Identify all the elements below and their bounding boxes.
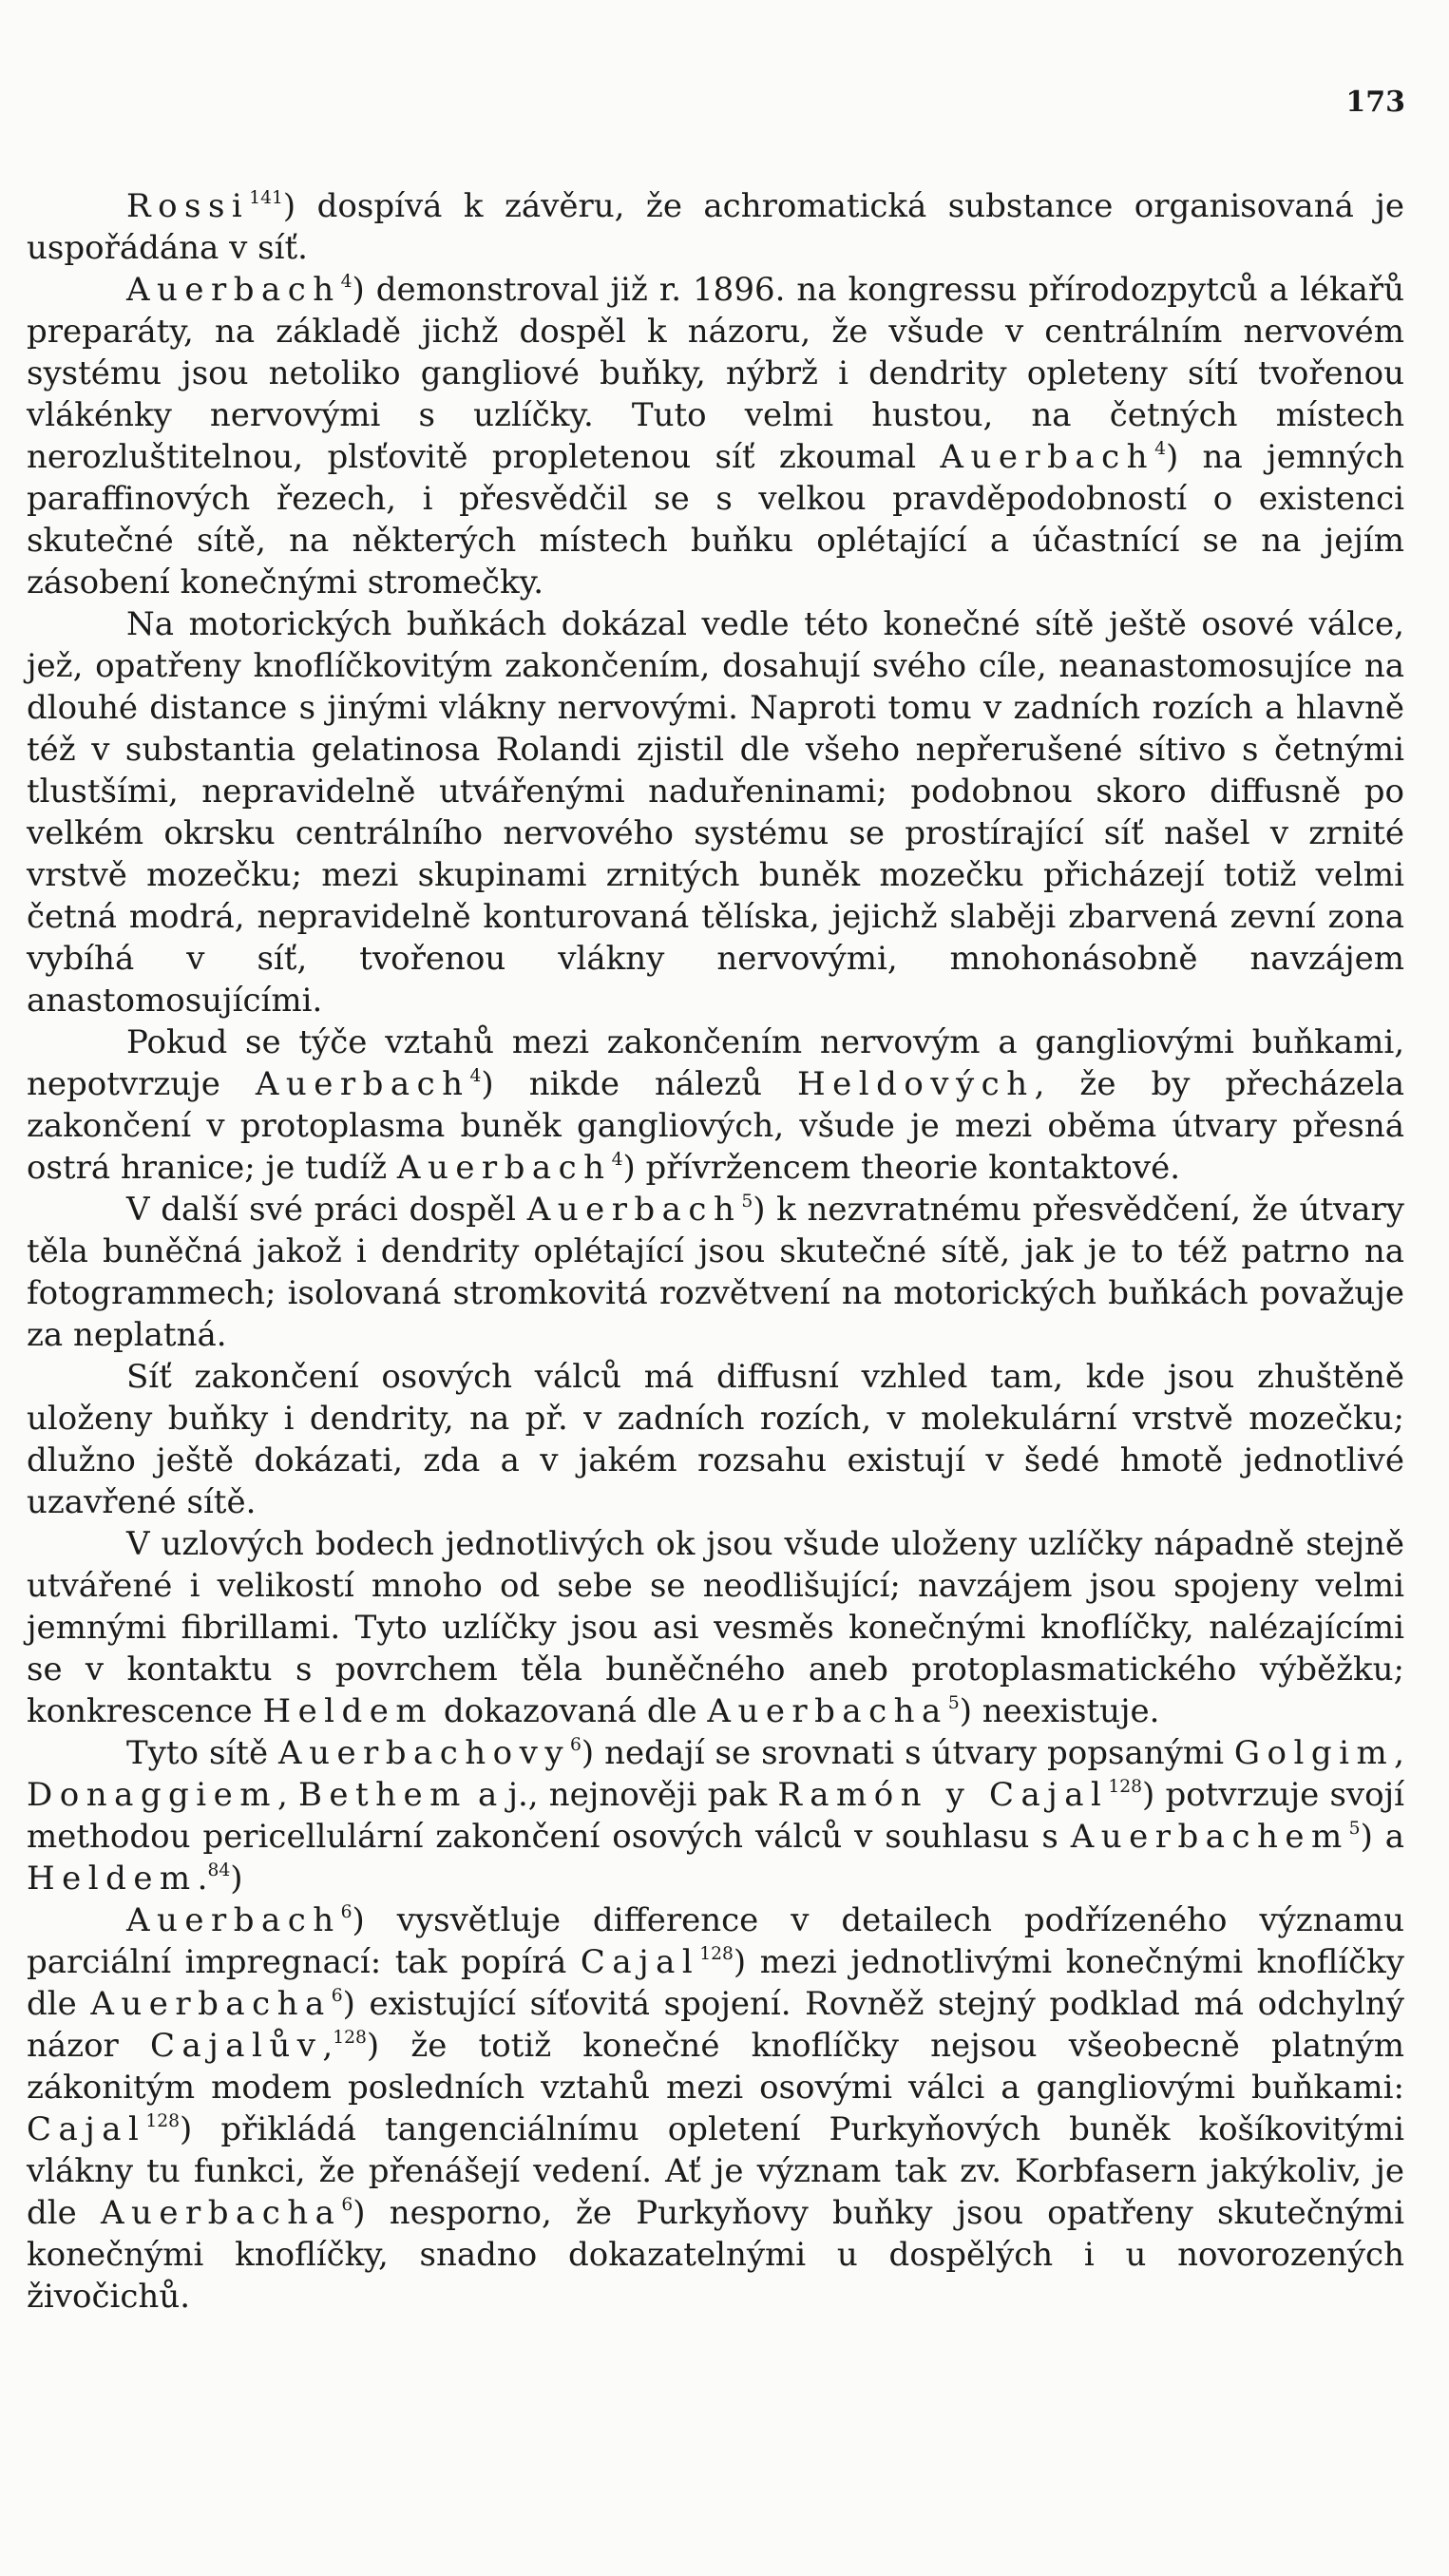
footnote-ref: 6 [340,1901,353,1922]
footnote-ref: 5 [741,1191,753,1212]
text-run: ) nesporno, že Purkyňovy buňky jsou opatřeny skutečnými konečnými knoflíčky, snadno dokazatelnými u dospělých i u novorozených živočichů. [27,2194,1404,2316]
text-run: ) nedají se srovnati s útvary popsanými [581,1734,1234,1772]
text-run: V další své práci dospěl [126,1191,527,1229]
author-name: Auerbach [526,1191,742,1229]
author-name: Bethem [297,1776,467,1814]
footnote-ref: 141 [249,187,283,208]
author-name: Ramón y Cajal [777,1776,1109,1814]
text-run: ) neexistuje. [959,1692,1160,1730]
text-run: . [197,1860,208,1898]
text-run: ) potvrzuje svojí methodou pericellulární zakončení osových válců v souhlasu s [27,1776,1404,1856]
text-run: ) demonstroval již r. 1896. na kongressu přírodozpytců a lékařů preparáty, na základě jichž dospěl k názoru, že všude v centrálním nervovém systému jsou netoliko gangliové buňky, nýbrž i dendrity opleteny sítí tvořenou vlákénky nervovými s uzlíčky. Tuto velmi hustou, na četných místech nerozluštitelnou, plsťovitě propletenou síť zkoumal [27,271,1404,476]
author-name: Auerbach [940,438,1155,476]
footnote-ref: 128 [699,1943,734,1964]
text-run: Pokud se týče vztahů mezi zakončením nervovým a gangliovými buňkami, nepotvrzuje [27,1023,1404,1103]
paragraph [27,1021,1404,1189]
author-name: Auerbach [126,1901,341,1939]
author-name: Auerbachem [1070,1818,1349,1856]
text-run: Na motorických buňkách dokázal vedle této konečné sítě ještě osové válce, jež, opatřeny knoflíčkovitým zakončením, dosahují svého cíle, neanastomosujíce na dlouhé distance s jinými vlákny nervovými. Naproti tomu v zadních rozích a hlavně též v substantia gelatinosa Rolandi zjistil dle všeho nepřerušené sítivo s četnými tlustšími, nepravidelně utvářenými naduřeninami; podobnou skoro diffusně po velkém okrsku centrálního nervového systému se prostírající síť našel v zrnité vrstvě mozečku; mezi skupinami zrnitých buněk mozečku přicházejí totiž velmi četná modrá, nepravidelně konturovaná tělíska, jejichž slaběji zbarvená zevní zona vybíhá v síť, tvořenou vlákny nervovými, mnohonásobně navzájem anastomosujícími. [27,605,1404,1020]
author-name: Auerbach [255,1065,470,1103]
text-run: , že by přecházela zakončení v protoplasma buněk gangliových, všude je mezi oběma útvary přesná ostrá hranice; je tudíž [27,1065,1405,1187]
footnote-ref: 4 [1154,438,1166,459]
text-run: ) k nezvratnému přesvědčení, že útvary těla buněčná jakož i dendrity oplétající jsou skutečné sítě, jak je to též patrno na fotogrammech; isolovaná stromkovitá rozvětvení na motorických buňkách považuje za neplatná. [27,1191,1404,1354]
paragraph [27,185,1404,269]
text-run: ) přikládá tangenciálnímu opletení Purkyňových buněk košíkovitými vlákny tu funkci, že přenášejí vedení. Ať je význam tak zv. Korbfasern jakýkoliv, je dle [27,2110,1404,2232]
footnote-ref: 5 [947,1692,960,1713]
author-name: Auerbacha [707,1692,948,1730]
text-run: , [1394,1734,1404,1772]
text-run: ) nikde nálezů [481,1065,798,1103]
text-run: ) dospívá k závěru, že achromatická substance organisovaná je uspořádána v síť. [27,187,1404,267]
text-run: ) na jemných paraffinových řezech, i přesvědčil se s velkou pravděpodobností o existenci skutečné sítě, na některých místech buňku oplétající a účastnící se na jejím zásobení konečnými stromečky. [27,438,1404,601]
text-run: ) [230,1860,243,1898]
paragraph [27,1899,1404,2318]
text-run: ) mezi jednotlivými konečnými knoflíčky dle [27,1943,1404,2023]
text-run: ) vysvětluje differencе v detailech podřízeného významu parciální impregnací: tak popírá [27,1901,1404,1981]
footnote-ref: 5 [1348,1818,1361,1839]
author-name: Cajal [580,1943,700,1981]
footnote-ref: 6 [570,1734,582,1755]
author-name: Heldových [797,1065,1035,1103]
text-run: V uzlových bodech jednotlivých ok jsou všude uloženy uzlíčky nápadně stejně utvářené i velikostí mnoho od sebe se neodlišující; navzájem jsou spojeny velmi jemnými fibrillami. Tyto uzlíčky jsou asi vesměs konečnými knoflíčky, nalézajícími se v kontaktu s povrchem těla buněčného aneb protoplasmatického výběžku; konkrescence [27,1525,1404,1730]
paragraph [27,1356,1404,1523]
author-name: Auerbacha [100,2194,342,2232]
text-run: Tyto sítě [126,1734,279,1772]
footnote-ref: 128 [333,2027,367,2048]
paragraph [27,269,1404,603]
author-name: Cajalův [149,2027,323,2065]
text-run: a j., nejnověji pak [467,1776,778,1814]
author-name: Donaggiem [27,1776,277,1814]
paragraph [27,1732,1404,1899]
text-run: ) přívržencem theorie kontaktové. [622,1149,1181,1187]
footnote-ref: 6 [341,2194,353,2215]
footnote-ref: 6 [331,1985,343,2006]
text-run: ) existující síťovitá spojení. Rovněž stejný podklad má odchylný názor [27,1985,1404,2065]
paragraph [27,1523,1404,1732]
author-name: Heldem [27,1860,198,1898]
page-body [27,185,1404,2318]
author-name: Auerbach [126,271,341,309]
author-name: Cajal [27,2110,146,2148]
footnote-ref: 4 [469,1065,482,1086]
paragraph [27,603,1404,1021]
author-name: Auerbach [396,1149,612,1187]
footnote-ref: 128 [145,2110,181,2131]
text-run: , [322,2027,334,2065]
paragraph [27,1189,1404,1356]
footnote-ref: 4 [340,271,353,292]
author-name: Rossi [126,187,250,225]
text-run: ) že totiž konečné knoflíčky nejsou všeobecně platným zákonitým modem posledních vztahů mezi osovými válci a gangliovými buňkami: [27,2027,1404,2107]
author-name: Auerbachovy [278,1734,571,1772]
text-run: ) a [1360,1818,1404,1856]
page-number: 173 [1345,86,1405,119]
footnote-ref: 84 [207,1860,231,1880]
footnote-ref: 4 [611,1149,623,1170]
footnote-ref: 128 [1108,1776,1143,1797]
text-run: dokazovaná dle [433,1692,708,1730]
text-run: , [276,1776,298,1814]
author-name: Golgim [1233,1734,1395,1772]
author-name: Auerbacha [90,1985,332,2023]
text-run: Síť zakončení osových válců má diffusní vzhled tam, kde jsou zhuštěně uloženy buňky i dendrity, na př. v zadních rozích, v molekulární vrstvě mozečku; dlužno ještě dokázati, zda a v jakém rozsahu existují v šedé hmotě jednotlivé uzavřené sítě. [27,1358,1404,1521]
author-name: Heldem [262,1692,434,1730]
